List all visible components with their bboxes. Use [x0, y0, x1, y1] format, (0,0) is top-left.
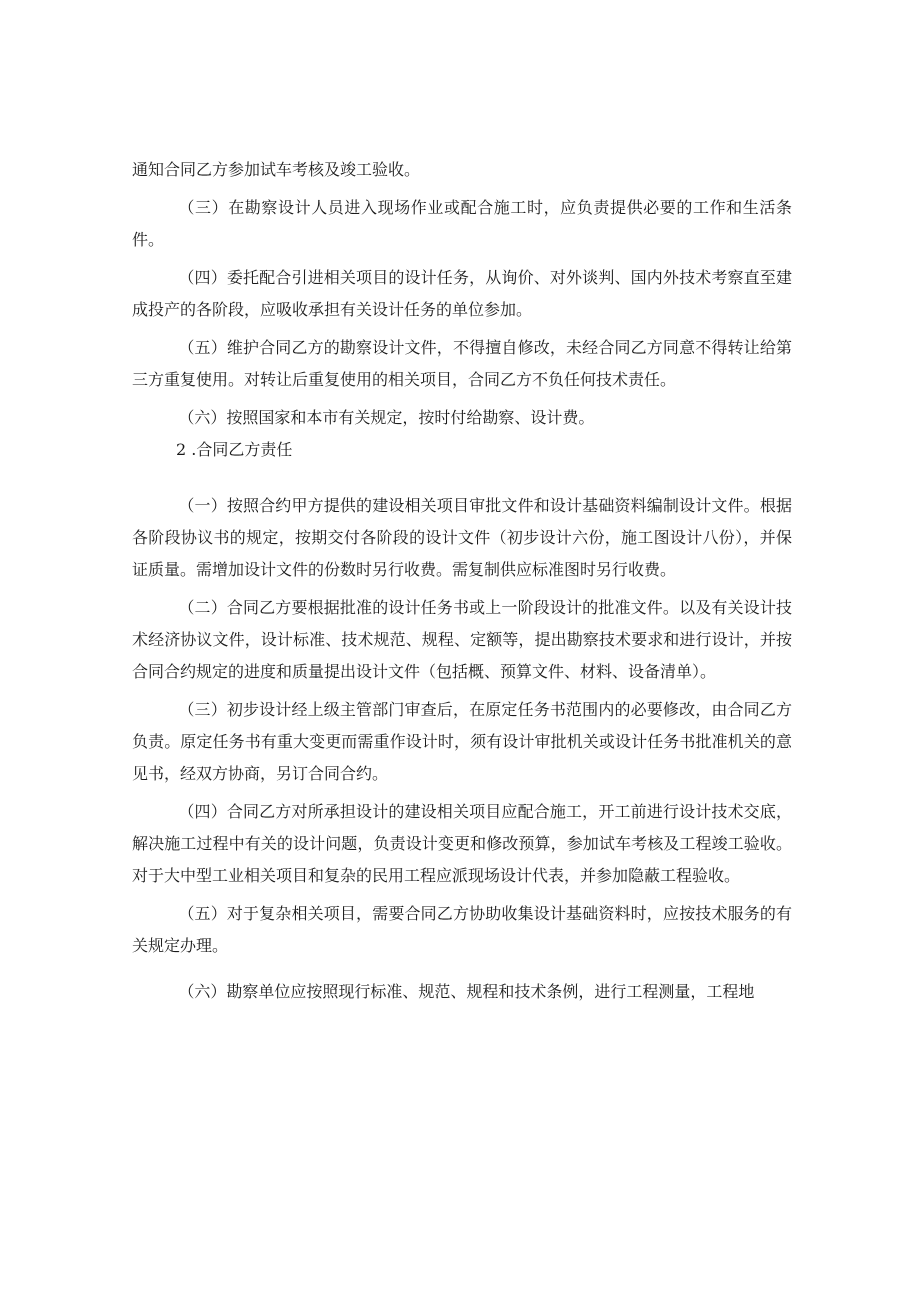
paragraph-continuation: 通知合同乙方参加试车考核及竣工验收。 [132, 160, 421, 179]
document-body [132, 154, 792, 1008]
section-heading-party-b: 2 .合同乙方责任 [176, 440, 293, 459]
paragraph-party-a-3: （三）在勘察设计人员进入现场作业或配合施工时，应负责提供必要的工作和生活条件。 [132, 198, 792, 249]
paragraph-party-a-5: （五）维护合同乙方的勘察设计文件，不得擅自修改，未经合同乙方同意不得转让给第三方重复使用。对转让后重复使用的相关项目，合同乙方不负任何技术责任。 [132, 338, 792, 389]
paragraph-party-b-1: （一）按照合约甲方提供的建设相关项目审批文件和设计基础资料编制设计文件。根据各阶段协议书的规定，按期交付各阶段的设计文件（初步设计六份，施工图设计八份），并保证质量。需增加设计文件的份数时另行收费。需复制供应标准图时另行收费。 [132, 496, 792, 579]
paragraph-party-b-6: （六）勘察单位应按照现行标准、规范、规程和技术条例，进行工程测量，工程地 [178, 982, 755, 1001]
paragraph-party-b-4: （四）合同乙方对所承担设计的建设相关项目应配合施工，开工前进行设计技术交底，解决施工过程中有关的设计问题，负责设计变更和修改预算，参加试车考核及工程竣工验收。对于大中型工业相关项目和复杂的民用工程应派现场设计代表，并参加隐蔽工程验收。 [132, 802, 792, 885]
paragraph-party-b-2: （二）合同乙方要根据批准的设计任务书或上一阶段设计的批准文件。以及有关设计技术经济协议文件，设计标准、技术规范、规程、定额等，提出勘察技术要求和进行设计，并按合同合约规定的进度和质量提出设计文件（包括概、预算文件、材料、设备清单）。 [132, 598, 792, 681]
paragraph-party-b-5: （五）对于复杂相关项目，需要合同乙方协助收集设计基础资料时，应按技术服务的有关规定办理。 [132, 904, 792, 955]
paragraph-party-a-6: （六）按照国家和本市有关规定，按时付给勘察、设计费。 [178, 408, 595, 427]
paragraph-party-a-4: （四）委托配合引进相关项目的设计任务，从询价、对外谈判、国内外技术考察直至建成投产的各阶段，应吸收承担有关设计任务的单位参加。 [132, 268, 792, 319]
paragraph-party-b-3: （三）初步设计经上级主管部门审查后，在原定任务书范围内的必要修改，由合同乙方负责。原定任务书有重大变更而需重作设计时，须有设计审批机关或设计任务书批准机关的意见书，经双方协商，另订合同合约。 [132, 700, 792, 783]
